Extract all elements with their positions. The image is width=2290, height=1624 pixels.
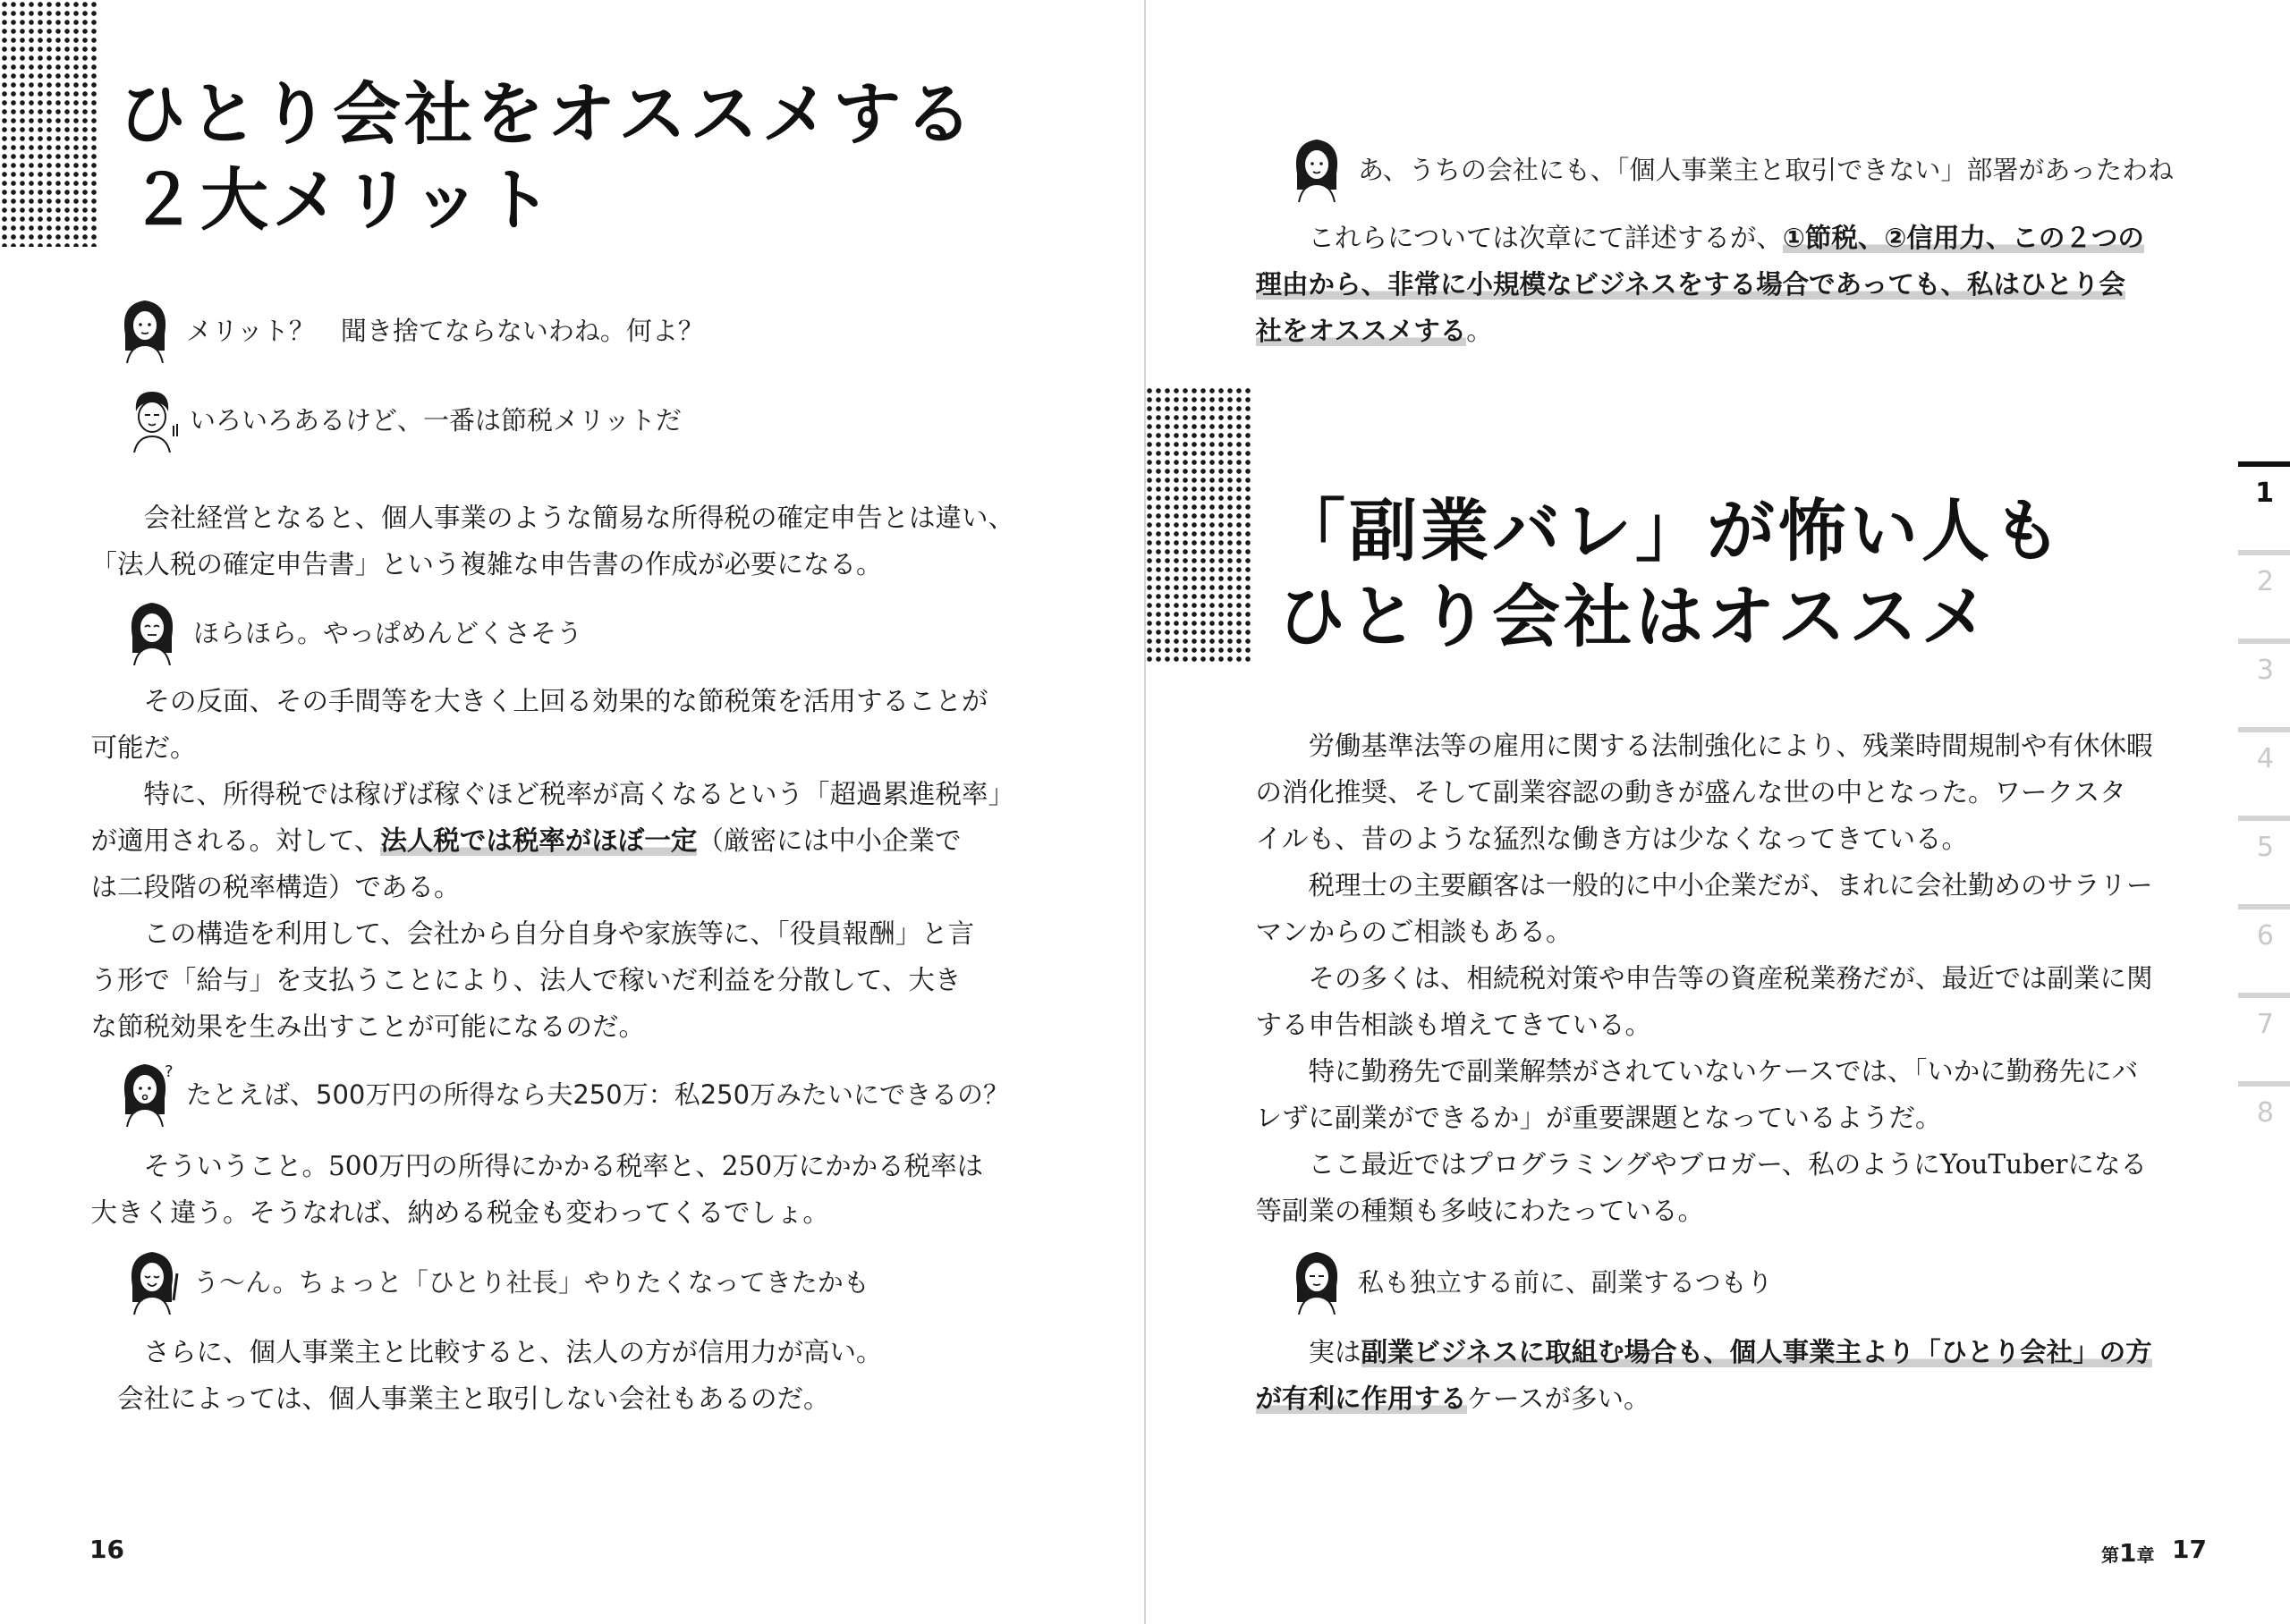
highlighted-text: ①節税、②信用力、この２つの: [1782, 223, 2144, 253]
dialog-wife: [116, 1059, 1009, 1127]
text-line: う形で「給与」を支払うことにより、法人で稼いだ利益を分散して、大き: [90, 965, 962, 995]
dialog-wife: [123, 597, 582, 665]
highlighted-text: 法人税では税率がほぼ一定: [380, 825, 698, 856]
chapter-tab-3: [2238, 639, 2290, 727]
text-line: その多くは、相続税対策や申告等の資産税業務だが、最近では副業に関: [1308, 963, 2153, 994]
text-line: そういうこと。500万円の所得にかかる税率と、250万にかかる税率は: [143, 1151, 984, 1181]
dialog-text: う～ん。ちょっと「ひとり社長」やりたくなってきたかも: [193, 1266, 869, 1298]
page-number: 17: [2172, 1535, 2207, 1564]
text-line: する申告相談も増えてきている。: [1255, 1010, 1652, 1040]
text-line: その反面、その手間等を大きく上回る効果的な節税策を活用することが: [143, 686, 988, 716]
wife-avatar-icon: [116, 1059, 174, 1127]
dialog-text: 私も独立する前に、副業するつもり: [1358, 1266, 1773, 1298]
chapter-tab-5: [2238, 816, 2290, 904]
text-fragment: 。: [1466, 316, 1493, 346]
text-line: [1309, 1337, 2152, 1367]
text-fragment: 実は: [1308, 1337, 1361, 1367]
text-line: 会社経営となると、個人事業のような簡易な所得税の確定申告とは違い、: [143, 503, 1015, 533]
section-heading: [118, 72, 976, 243]
text-line: な節税効果を生み出すことが可能になるのだ。: [90, 1011, 646, 1042]
text-fragment: （厳密には中小企業で: [697, 825, 962, 856]
paragraph: [1255, 862, 2153, 955]
paragraph: [1255, 723, 2153, 862]
heading-line: ひとり会社はオススメ: [1277, 577, 1993, 656]
dialog-wife: [116, 295, 704, 363]
chapter-tab-8: [2238, 1081, 2290, 1170]
tab-label: 4: [2256, 743, 2274, 774]
text-line: さらに、個人事業主と比較すると、法人の方が信用力が高い。: [143, 1337, 883, 1367]
text-line: 「法人税の確定申告書」という複雑な申告書の作成が必要になる。: [90, 549, 883, 579]
text-line: 税理士の主要顧客は一般的に中小企業だが、まれに会社勤めのサラリー: [1308, 870, 2153, 901]
heading-line: ひとり会社をオススメする: [118, 74, 977, 154]
chapter-tab-4: [2238, 727, 2290, 816]
tab-label: 8: [2256, 1097, 2274, 1129]
dialog-wife: [1288, 1247, 1773, 1315]
tab-label: 1: [2255, 478, 2274, 509]
halftone-pattern: [0, 0, 98, 247]
text-line: [1309, 223, 2144, 253]
dialog-text: あ、うちの会社にも、「個人事業主と取引できない」部署があったわね: [1358, 154, 2175, 185]
paragraph: [1255, 955, 2153, 1048]
dialog-husband: [123, 385, 682, 453]
paragraph: [90, 910, 975, 1050]
text-line: この構造を利用して、会社から自分自身や家族等に、「役員報酬」と言: [143, 918, 975, 949]
wife-avatar-icon: [1288, 1247, 1345, 1315]
text-line: の消化推奨、そして副業容認の動きが盛んな世の中となった。ワークスタ: [1255, 777, 2126, 808]
text-fragment: ケースが多い。: [1466, 1383, 1650, 1414]
paragraph: [117, 1329, 883, 1422]
tab-label: 5: [2256, 832, 2274, 863]
heading-line: 「副業バレ」が怖い人も: [1277, 491, 2065, 571]
dialog-text: ほらほら。やっぱめんどくさそう: [193, 617, 583, 648]
tab-label: 3: [2256, 655, 2274, 686]
tab-label: 7: [2256, 1009, 2274, 1040]
text-line: 大きく違う。そうなれば、納める税金も変わってくるでしょ。: [90, 1197, 829, 1228]
text-line: 可能だ。: [90, 732, 197, 763]
chapter-tab-7: [2238, 993, 2290, 1081]
paragraph: [90, 495, 1015, 588]
chapter-prefix: 第: [2101, 1544, 2119, 1566]
highlighted-text: 社をオススメする: [1255, 316, 1467, 346]
text-line: 特に勤務先で副業解禁がされていないケースでは、「いかに勤務先にバ: [1308, 1056, 2139, 1087]
chapter-index-tabs: [2238, 461, 2290, 1170]
text-line: 会社によっては、個人事業主と取引しない会社もあるのだ。: [117, 1383, 830, 1414]
text-fragment: が適用される。対して、: [90, 825, 381, 856]
text-fragment: これらについては次章にて詳述するが、: [1308, 223, 1783, 253]
chapter-number: 1: [2119, 1538, 2137, 1568]
wife-avatar-icon: [1288, 134, 1345, 202]
paragraph: [90, 678, 988, 771]
right-page: [1145, 0, 2290, 1624]
section-heading: [1277, 488, 2065, 660]
husband-avatar-icon: [123, 385, 181, 453]
text-line: 等副業の種類も多岐にわたっている。: [1255, 1196, 1705, 1226]
chapter-tab-1: [2238, 461, 2290, 550]
text-line: 労働基準法等の雇用に関する法制強化により、残業時間規制や有休休暇: [1308, 731, 2153, 761]
halftone-pattern: [1145, 386, 1252, 664]
text-line: ここ最近ではプログラミングやブロガー、私のようにYouTuberになる: [1308, 1149, 2148, 1180]
highlighted-text: 理由から、非常に小規模なビジネスをする場合であっても、私はひとり会: [1255, 269, 2125, 300]
text-line: 特に、所得税では稼げば稼ぐほど税率が高くなるという「超過累進税率」: [143, 779, 1015, 809]
highlighted-text: 副業ビジネスに取組む場合も、個人事業主より「ひとり会社」の方: [1361, 1337, 2152, 1367]
paragraph: [1255, 1329, 2152, 1422]
tab-label: 2: [2256, 566, 2274, 597]
wife-avatar-icon: [123, 1247, 181, 1315]
paragraph: [1255, 215, 2144, 354]
dialog-text: いろいろあるけど、一番は節税メリットだ: [190, 404, 682, 436]
text-line: [1256, 1383, 1650, 1414]
chapter-tab-2: [2238, 550, 2290, 639]
text-line: は二段階の税率構造）である。: [90, 872, 461, 902]
dialog-text: たとえば、500万円の所得なら夫250万：私250万みたいにできるの？: [186, 1078, 1010, 1110]
paragraph: [90, 1143, 984, 1236]
highlighted-text: が有利に作用する: [1255, 1383, 1467, 1414]
paragraph: [90, 771, 1015, 910]
dialog-text: メリット？ 聞き捨てならないわね。何よ？: [186, 315, 704, 346]
page-number: 16: [89, 1535, 124, 1564]
svg-text:?: ?: [165, 1062, 174, 1081]
tab-label: 6: [2256, 920, 2274, 952]
text-line: [91, 825, 962, 856]
text-line: [1256, 316, 1493, 346]
text-line: イルも、昔のような猛烈な働き方は少なくなってきている。: [1255, 824, 1969, 854]
chapter-suffix: 章: [2136, 1544, 2155, 1566]
wife-avatar-icon: [116, 295, 174, 363]
chapter-label: [2101, 1538, 2154, 1568]
wife-avatar-icon: [123, 597, 181, 665]
paragraph: [1255, 1141, 2148, 1234]
dialog-wife: [1288, 134, 2174, 202]
text-line: レずに副業ができるか」が重要課題となっているようだ。: [1255, 1103, 1942, 1133]
dialog-wife: [123, 1247, 869, 1315]
chapter-tab-6: [2238, 904, 2290, 993]
heading-line: ２大メリット: [129, 160, 556, 240]
paragraph: [1255, 1048, 2139, 1141]
text-line: マンからのご相談もある。: [1255, 917, 1573, 947]
